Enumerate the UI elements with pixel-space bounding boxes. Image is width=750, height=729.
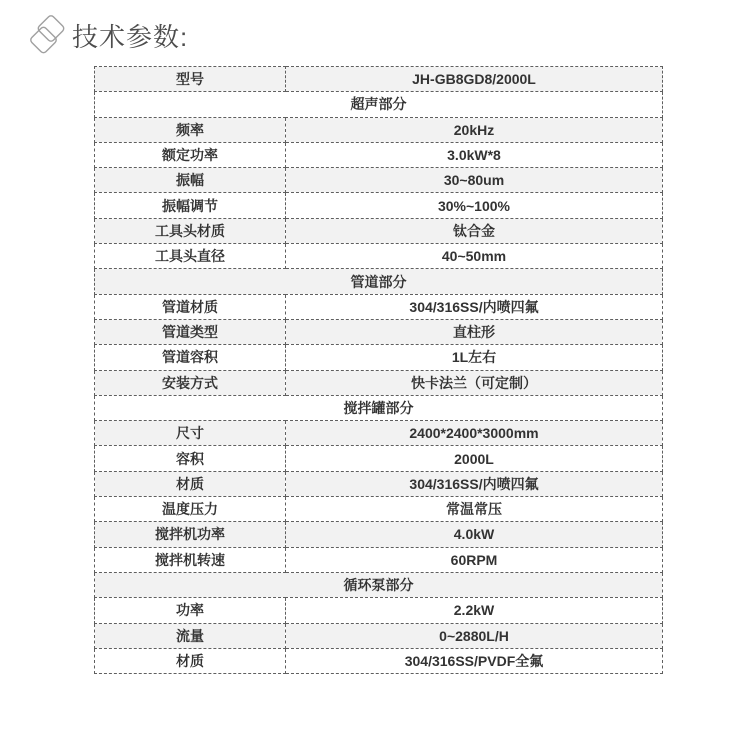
param-value: 钛合金 — [286, 218, 663, 243]
param-label: 温度压力 — [95, 497, 286, 522]
param-label: 额定功率 — [95, 142, 286, 167]
table-row — [95, 218, 663, 243]
table-row — [95, 446, 663, 471]
table-row — [95, 421, 663, 446]
table-row — [95, 345, 663, 370]
param-label: 振幅调节 — [95, 193, 286, 218]
param-value: 2400*2400*3000mm — [286, 421, 663, 446]
table-row — [95, 471, 663, 496]
spec-table-body — [95, 67, 663, 674]
param-value: 2.2kW — [286, 598, 663, 623]
param-value: 60RPM — [286, 547, 663, 572]
param-value: 常温常压 — [286, 497, 663, 522]
section-header: 管道部分 — [95, 269, 663, 294]
param-value: 3.0kW*8 — [286, 142, 663, 167]
param-label: 功率 — [95, 598, 286, 623]
param-label: 工具头材质 — [95, 218, 286, 243]
param-value: 30~80um — [286, 168, 663, 193]
param-label: 材质 — [95, 648, 286, 673]
section-header: 循环泵部分 — [95, 572, 663, 597]
param-label: 工具头直径 — [95, 244, 286, 269]
param-label: 材质 — [95, 471, 286, 496]
table-row — [95, 319, 663, 344]
table-row — [95, 168, 663, 193]
param-value: 20kHz — [286, 117, 663, 142]
param-value: 304/316SS/PVDF全氟 — [286, 648, 663, 673]
page-title: 技术参数: — [72, 22, 189, 52]
table-row — [95, 623, 663, 648]
param-label: 流量 — [95, 623, 286, 648]
table-row — [95, 497, 663, 522]
table-row — [95, 547, 663, 572]
param-value: 快卡法兰（可定制） — [286, 370, 663, 395]
param-value: 30%~100% — [286, 193, 663, 218]
param-value: 40~50mm — [286, 244, 663, 269]
param-label: 型号 — [95, 67, 286, 92]
param-label: 管道材质 — [95, 294, 286, 319]
param-value: 直柱形 — [286, 319, 663, 344]
param-value: 4.0kW — [286, 522, 663, 547]
param-label: 管道容积 — [95, 345, 286, 370]
param-label: 振幅 — [95, 168, 286, 193]
spec-table — [94, 66, 663, 674]
table-row — [95, 522, 663, 547]
section-row — [95, 395, 663, 420]
param-value: 0~2880L/H — [286, 623, 663, 648]
stacked-diamonds-icon — [30, 13, 68, 57]
section-row — [95, 92, 663, 117]
header — [30, 12, 188, 58]
param-label: 搅拌机转速 — [95, 547, 286, 572]
table-row — [95, 193, 663, 218]
table-row — [95, 370, 663, 395]
section-header: 搅拌罐部分 — [95, 395, 663, 420]
param-label: 管道类型 — [95, 319, 286, 344]
section-row — [95, 269, 663, 294]
section-row — [95, 572, 663, 597]
param-label: 安装方式 — [95, 370, 286, 395]
table-row — [95, 598, 663, 623]
table-row — [95, 648, 663, 673]
param-label: 搅拌机功率 — [95, 522, 286, 547]
param-value: 304/316SS/内喷四氟 — [286, 471, 663, 496]
param-label: 尺寸 — [95, 421, 286, 446]
param-value: 1L左右 — [286, 345, 663, 370]
param-label: 频率 — [95, 117, 286, 142]
table-row — [95, 244, 663, 269]
param-value: 304/316SS/内喷四氟 — [286, 294, 663, 319]
table-row — [95, 117, 663, 142]
table-row — [95, 142, 663, 167]
param-value: 2000L — [286, 446, 663, 471]
param-value: JH-GB8GD8/2000L — [286, 67, 663, 92]
table-row — [95, 294, 663, 319]
table-row — [95, 67, 663, 92]
section-header: 超声部分 — [95, 92, 663, 117]
param-label: 容积 — [95, 446, 286, 471]
